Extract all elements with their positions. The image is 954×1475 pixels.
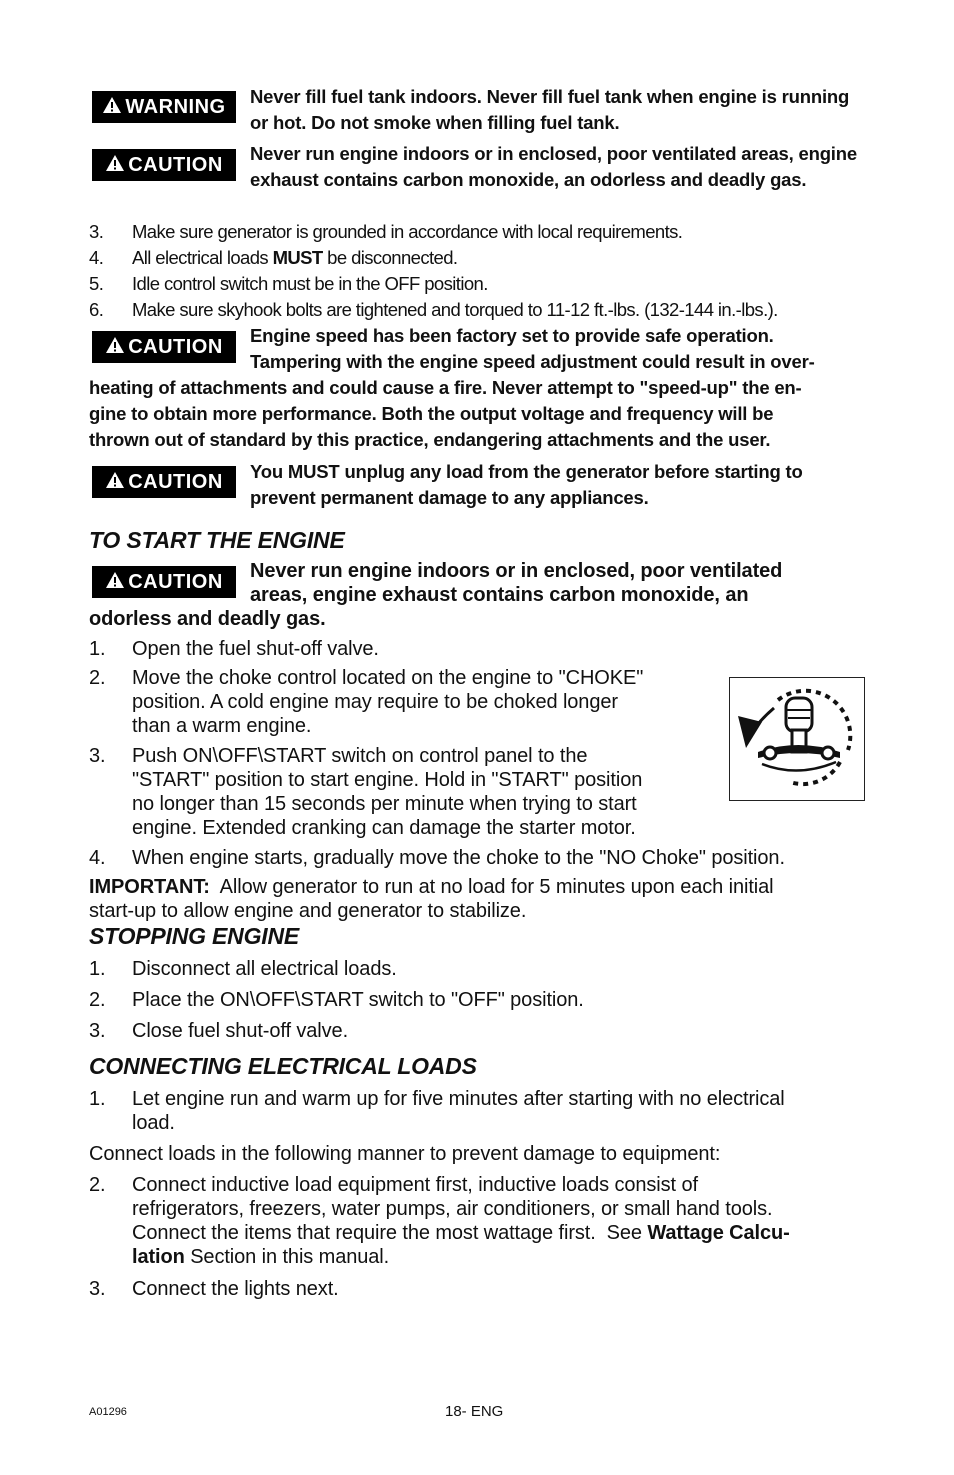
caution-text-speed: Engine speed has been factory set to provide safe operation. Tampering with the engine speed adjustment could result in over-: [250, 325, 815, 372]
warning-triangle-icon: [102, 96, 122, 120]
caution-badge: [92, 149, 236, 181]
warning-triangle-icon: [105, 471, 125, 495]
warning-badge: [92, 91, 236, 123]
list-item: 2. Place the ON\OFF\START switch to "OFF" position.: [89, 989, 584, 1011]
caution-badge: [92, 566, 236, 598]
badge-label: CAUTION: [128, 153, 223, 176]
warning-triangle-icon: [105, 336, 125, 360]
caution-text-start-cont: odorless and deadly gas.: [89, 608, 326, 630]
stop-list: [89, 957, 869, 1050]
list-item: 5. Idle control switch must be in the OFF position.: [89, 273, 488, 294]
warning-text-fuel: Never fill fuel tank indoors. Never fill fuel tank when engine is running or hot. Do not smoke when filling fuel tank.: [250, 86, 850, 133]
badge-label: CAUTION: [128, 335, 223, 358]
section-heading-start: TO START THE ENGINE: [89, 527, 345, 553]
caution-text-speed-cont: heating of attachments and could cause a fire. Never attempt to "speed-up" the en- gine to obtain more performance. Both the output voltage and frequency will be thrown out of standard by this practice, endangering attachments and the user.: [89, 377, 802, 450]
document-code: A01296: [89, 1406, 127, 1418]
choke-control-icon: [730, 678, 864, 800]
caution-badge: [92, 331, 236, 363]
badge-label: CAUTION: [128, 470, 223, 493]
section-heading-connect: CONNECTING ELECTRICAL LOADS: [89, 1053, 477, 1079]
list-item: 4. When engine starts, gradually move the choke to the "NO Choke" position.: [89, 847, 785, 869]
badge-label: WARNING: [125, 95, 226, 118]
warning-triangle-icon: [105, 571, 125, 595]
page-number: 18- ENG: [445, 1403, 504, 1420]
prelist: [89, 219, 879, 323]
choke-control-image: [729, 677, 865, 801]
caution-text-exhaust: Never run engine indoors or in enclosed, poor ventilated areas, engine exhaust contains carbon monoxide, an odorless and deadly gas.: [250, 143, 857, 190]
list-item: 3. Make sure generator is grounded in accordance with local requirements.: [89, 221, 683, 242]
list-item: 6. Make sure skyhook bolts are tightened and torqued to 11-12 ft.-lbs. (132-144 in.-lbs.).: [89, 299, 778, 320]
important-note: IMPORTANT: Allow generator to run at no load for 5 minutes upon each initial start-up to allow engine and generator to stabilize.: [89, 876, 774, 922]
list-item: 1. Open the fuel shut-off valve.: [89, 638, 379, 660]
list-item: 3. Push ON\OFF\START switch on control panel to the "START" position to start engine. Hold in "START" position no longer than 15 seconds per minute when trying to start engine. Extended cranking can damage the starter motor.: [89, 745, 643, 839]
list-item: 4. All electrical loads MUST be disconnected.: [89, 247, 458, 268]
badge-label: CAUTION: [128, 570, 223, 593]
caution-text-unplug: You MUST unplug any load from the generator before starting to prevent permanent damage to any appliances.: [250, 461, 803, 508]
list-item: 1. Disconnect all electrical loads.: [89, 958, 397, 980]
caution-badge: [92, 466, 236, 498]
section-heading-stop: STOPPING ENGINE: [89, 923, 300, 949]
list-item: 2. Move the choke control located on the engine to "CHOKE" position. A cold engine may require to be choked longer than a warm engine.: [89, 667, 644, 737]
connect-intro: Connect loads in the following manner to prevent damage to equipment:: [89, 1143, 721, 1165]
warning-triangle-icon: [105, 154, 125, 178]
caution-text-start: Never run engine indoors or in enclosed, poor ventilated areas, engine exhaust contains carbon monoxide, an: [250, 560, 783, 606]
list-item: 3. Close fuel shut-off valve.: [89, 1020, 349, 1042]
